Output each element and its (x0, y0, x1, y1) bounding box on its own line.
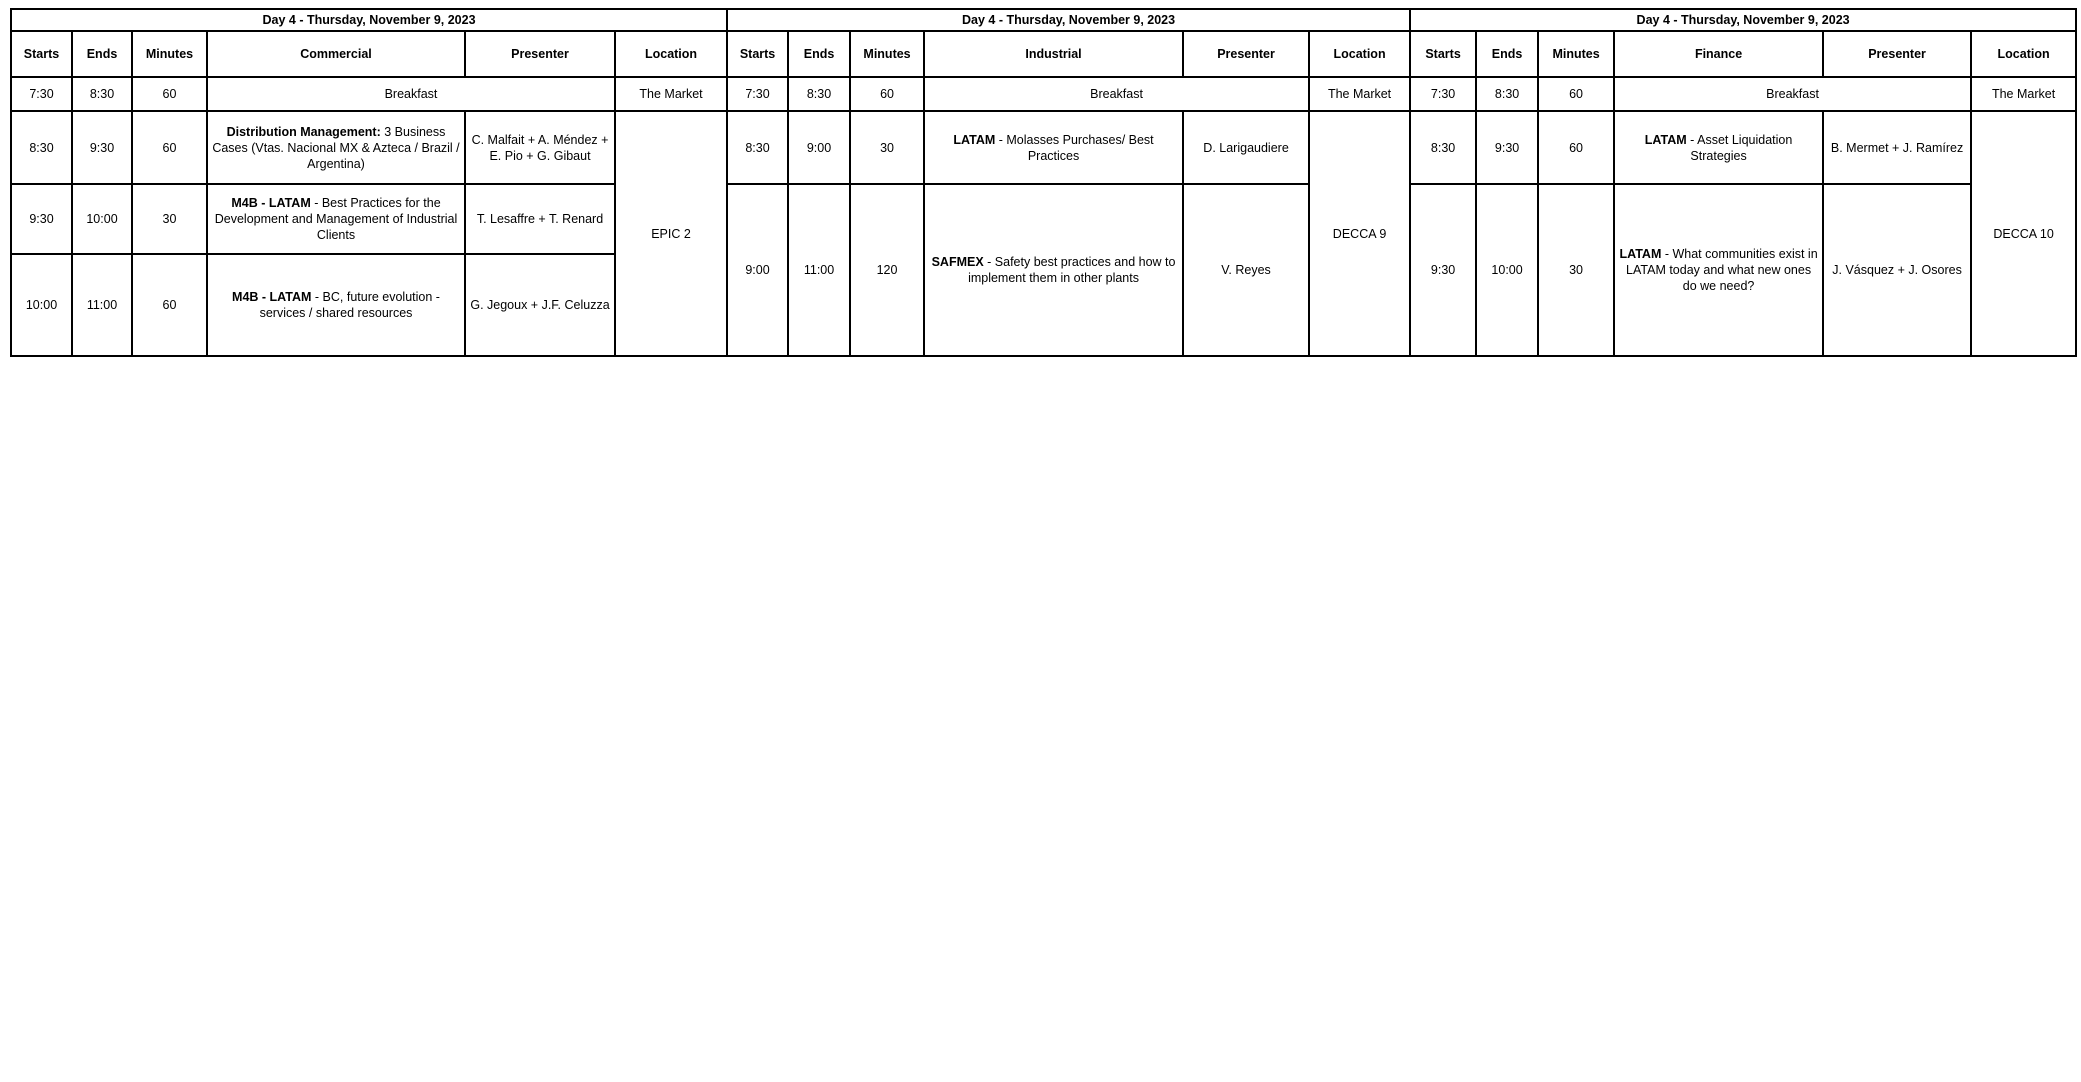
cell-minutes: 60 (132, 254, 207, 356)
col-header-presenter: Presenter (1823, 31, 1971, 77)
cell-end: 8:30 (72, 77, 132, 111)
col-header-starts: Starts (727, 31, 788, 77)
col-header-commercial: Commercial (207, 31, 465, 77)
cell-minutes: 60 (132, 111, 207, 184)
day-header-commercial: Day 4 - Thursday, November 9, 2023 (11, 9, 727, 31)
cell-start: 10:00 (11, 254, 72, 356)
agenda-table (10, 8, 2077, 357)
cell-end: 10:00 (72, 184, 132, 254)
cell-presenter: V. Reyes (1183, 184, 1309, 356)
cell-start: 9:30 (1410, 184, 1476, 356)
session-description: - Safety best practices and how to implement them in other plants (968, 255, 1176, 285)
cell-end: 9:30 (72, 111, 132, 184)
col-header-starts: Starts (1410, 31, 1476, 77)
cell-end: 8:30 (788, 77, 850, 111)
session-topic: Distribution Management: (226, 124, 381, 139)
session-description: - What communities exist in LATAM today and what new ones do we need? (1626, 247, 1818, 293)
col-header-ends: Ends (788, 31, 850, 77)
cell-minutes: 60 (1538, 77, 1614, 111)
cell-end: 10:00 (1476, 184, 1538, 356)
cell-location: DECCA 10 (1971, 111, 2076, 356)
cell-start: 9:30 (11, 184, 72, 254)
session-topic: M4B - LATAM (232, 290, 312, 304)
cell-presenter: C. Malfait + A. Méndez + E. Pio + G. Gibaut (465, 111, 615, 184)
col-header-presenter: Presenter (1183, 31, 1309, 77)
cell-location: EPIC 2 (615, 111, 727, 356)
cell-minutes: 30 (1538, 184, 1614, 356)
cell-start: 8:30 (1410, 111, 1476, 184)
col-header-minutes: Minutes (132, 31, 207, 77)
cell-session-title (207, 111, 465, 184)
cell-minutes: 60 (850, 77, 924, 111)
cell-presenter: D. Larigaudiere (1183, 111, 1309, 184)
col-header-finance: Finance (1614, 31, 1823, 77)
cell-start: 7:30 (727, 77, 788, 111)
cell-presenter: G. Jegoux + J.F. Celuzza (465, 254, 615, 356)
cell-minutes: 60 (132, 77, 207, 111)
session-description: - Molasses Purchases/ Best Practices (995, 132, 1154, 163)
session-description: 3 Business Cases (Vtas. Nacional MX & Azteca / Brazil / Argentina) (212, 124, 460, 171)
cell-end: 11:00 (788, 184, 850, 356)
cell-session-title: Breakfast (1614, 77, 1971, 111)
cell-end: 8:30 (1476, 77, 1538, 111)
cell-location: The Market (1971, 77, 2076, 111)
cell-session-title (1614, 111, 1823, 184)
col-header-ends: Ends (72, 31, 132, 77)
cell-session-title (207, 254, 465, 356)
col-header-location: Location (1971, 31, 2076, 77)
session-topic: LATAM (1619, 247, 1662, 261)
cell-location: The Market (615, 77, 727, 111)
cell-minutes: 30 (132, 184, 207, 254)
cell-start: 7:30 (11, 77, 72, 111)
col-header-minutes: Minutes (1538, 31, 1614, 77)
cell-presenter: B. Mermet + J. Ramírez (1823, 111, 1971, 184)
col-header-minutes: Minutes (850, 31, 924, 77)
session-topic: LATAM (953, 132, 996, 147)
day-header-finance: Day 4 - Thursday, November 9, 2023 (1410, 9, 2076, 31)
cell-session-title (924, 184, 1183, 356)
cell-session-title (1614, 184, 1823, 356)
session-description: - BC, future evolution - services / shared resources (259, 290, 440, 320)
cell-session-title (207, 184, 465, 254)
session-topic: LATAM (1644, 132, 1687, 147)
cell-start: 8:30 (727, 111, 788, 184)
cell-presenter: J. Vásquez + J. Osores (1823, 184, 1971, 356)
day-header-industrial: Day 4 - Thursday, November 9, 2023 (727, 9, 1410, 31)
col-header-starts: Starts (11, 31, 72, 77)
cell-session-title: Breakfast (207, 77, 615, 111)
session-description: - Asset Liquidation Strategies (1686, 132, 1793, 163)
col-header-presenter: Presenter (465, 31, 615, 77)
session-topic: SAFMEX (931, 255, 984, 269)
cell-location: DECCA 9 (1309, 111, 1410, 356)
cell-start: 9:00 (727, 184, 788, 356)
cell-presenter: T. Lesaffre + T. Renard (465, 184, 615, 254)
col-header-industrial: Industrial (924, 31, 1183, 77)
col-header-ends: Ends (1476, 31, 1538, 77)
cell-minutes: 120 (850, 184, 924, 356)
cell-minutes: 60 (1538, 111, 1614, 184)
session-topic: M4B - LATAM (231, 196, 311, 210)
cell-start: 8:30 (11, 111, 72, 184)
cell-end: 11:00 (72, 254, 132, 356)
cell-session-title: Breakfast (924, 77, 1309, 111)
cell-minutes: 30 (850, 111, 924, 184)
cell-location: The Market (1309, 77, 1410, 111)
cell-session-title (924, 111, 1183, 184)
col-header-location: Location (1309, 31, 1410, 77)
cell-end: 9:30 (1476, 111, 1538, 184)
session-description: - Best Practices for the Development and Management of Industrial Clients (214, 196, 458, 242)
cell-end: 9:00 (788, 111, 850, 184)
col-header-location: Location (615, 31, 727, 77)
cell-start: 7:30 (1410, 77, 1476, 111)
